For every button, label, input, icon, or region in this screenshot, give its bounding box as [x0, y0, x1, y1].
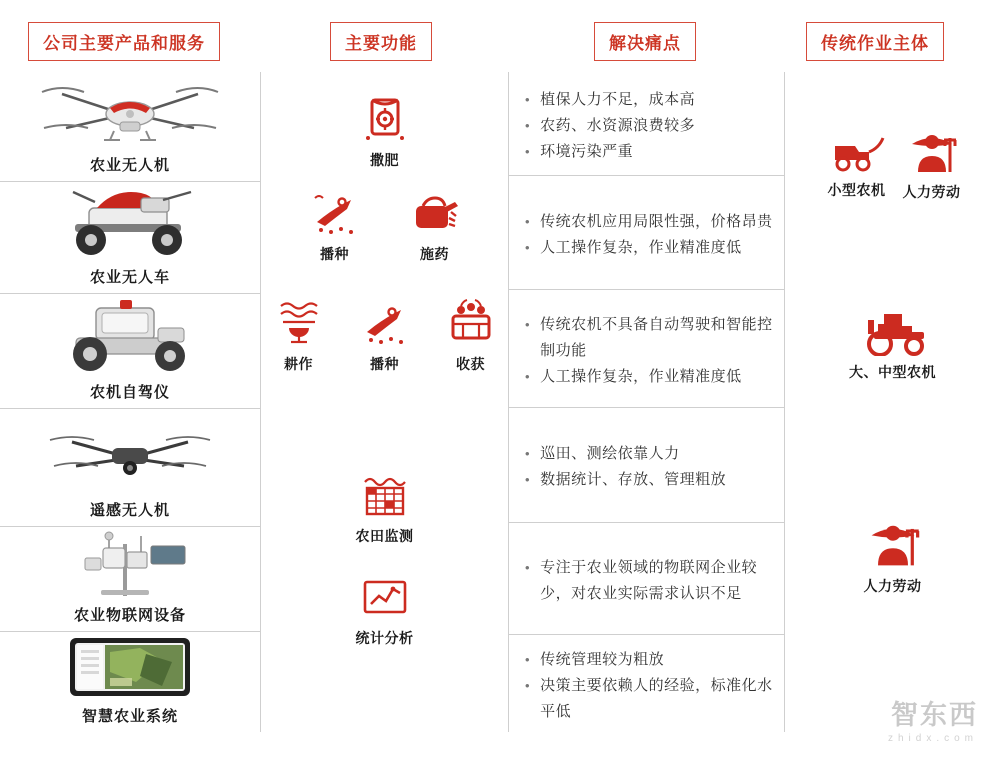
painpoint-cell: [509, 408, 784, 523]
bullet-icon: •: [525, 677, 531, 693]
painpoint-text: 环境污染严重: [540, 142, 634, 160]
painpoint-item: [525, 113, 774, 139]
product-row-iot: [0, 527, 260, 632]
painpoint-text: 植保人力不足，成本高: [540, 90, 696, 108]
spraying-can-icon: [409, 188, 461, 238]
bullet-icon: •: [525, 651, 531, 667]
function-item: [262, 298, 336, 374]
column-header-traditional: 传统作业主体: [806, 22, 944, 61]
statistics-chart-icon: [359, 572, 411, 622]
function-label: 播种: [320, 246, 349, 262]
iot-weather-station-photo: [0, 527, 260, 600]
column-header-functions: 主要功能: [330, 22, 432, 61]
seeding-icon: [309, 188, 361, 238]
bullet-icon: •: [525, 213, 531, 229]
bullet-icon: •: [525, 117, 531, 133]
bullet-icon: •: [525, 143, 531, 159]
traditional-item: [825, 130, 889, 202]
painpoint-text: 巡田、测绘依靠人力: [540, 445, 680, 462]
product-row-autopilot: [0, 294, 260, 409]
function-label: 农田监测: [355, 528, 414, 544]
traditional-item: [903, 130, 961, 202]
painpoint-cell: [509, 635, 784, 732]
function-item: [398, 188, 472, 264]
bullet-icon: •: [525, 559, 531, 575]
product-label: 农业物联网设备: [73, 607, 186, 624]
painpoint-cell: [509, 176, 784, 290]
painpoints-column: [509, 72, 784, 732]
agricultural-ugv-photo: [0, 182, 260, 262]
tractor-autopilot-photo: [0, 294, 260, 377]
product-row-system: [0, 632, 260, 732]
function-label: 播种: [370, 356, 399, 372]
traditional-item: [863, 520, 923, 596]
function-group-fertilize: [261, 94, 508, 170]
painpoint-text: 人工操作复杂，作业精准度低: [540, 367, 742, 385]
traditional-group-large: [785, 306, 1000, 382]
painpoint-item: [525, 139, 774, 165]
painpoint-text: 农药、水资源浪费较多: [540, 116, 696, 134]
bullet-icon: •: [525, 316, 531, 332]
manual-labor-icon: [904, 130, 960, 176]
painpoint-item: [525, 235, 774, 261]
large-tractor-icon: [854, 306, 932, 356]
function-group-seed-spray: [261, 188, 508, 264]
product-row-drone: [0, 72, 260, 182]
function-item: [348, 298, 422, 374]
painpoint-text: 专注于农业领域的物联网企业较少，对农业实际需求认识不足: [540, 558, 758, 602]
painpoint-item: [525, 647, 774, 673]
watermark-main: 智东西: [891, 700, 978, 730]
tillage-icon: [273, 298, 325, 348]
product-label: 农业无人车: [89, 269, 170, 286]
painpoint-item: [525, 467, 774, 493]
bullet-icon: •: [525, 368, 531, 384]
bullet-icon: •: [525, 472, 531, 487]
product-label: 农机自驾仪: [89, 384, 170, 401]
traditional-label: 大、中型农机: [849, 364, 936, 380]
function-item: [330, 572, 440, 648]
painpoint-text: 传统管理较为粗放: [540, 650, 665, 668]
agricultural-drone-photo: [0, 72, 260, 150]
products-column: [0, 72, 260, 732]
painpoint-text: 传统农机不具备自动驾驶和智能控制功能: [540, 315, 773, 359]
function-group-monitoring: [261, 470, 508, 546]
traditional-label: 人力劳动: [863, 578, 922, 594]
product-label: 智慧农业系统: [81, 708, 178, 725]
painpoint-text: 人工操作复杂，作业精准度低: [540, 238, 742, 256]
bullet-icon: •: [525, 446, 531, 461]
field-monitoring-icon: [359, 470, 411, 520]
column-header-products: 公司主要产品和服务: [28, 22, 220, 61]
painpoint-item: [525, 441, 774, 467]
product-label: 遥感无人机: [89, 502, 170, 519]
product-label: 农业无人机: [89, 157, 170, 174]
function-group-till-seed-harvest: [261, 298, 508, 374]
function-group-statistics: [261, 572, 508, 648]
function-item: [298, 188, 372, 264]
function-label: 撒肥: [370, 152, 399, 168]
bullet-icon: •: [525, 239, 531, 255]
header-row: [0, 18, 1000, 64]
product-row-rs-drone: [0, 409, 260, 527]
function-label: 耕作: [284, 356, 313, 372]
traditional-label: 小型农机: [827, 182, 886, 198]
function-item: [434, 298, 508, 374]
fertilizer-spread-icon: [359, 94, 411, 144]
painpoint-item: [525, 673, 774, 725]
function-label: 统计分析: [355, 630, 414, 646]
traditional-group-manual: [785, 520, 1000, 596]
painpoint-text: 传统农机应用局限性强，价格昂贵: [540, 212, 773, 230]
seeding-icon: [359, 298, 411, 348]
painpoint-cell: [509, 72, 784, 176]
function-label: 施药: [420, 246, 449, 262]
harvest-icon: [445, 298, 497, 348]
bullet-icon: •: [525, 91, 531, 107]
traditional-item: [849, 306, 936, 382]
painpoint-cell: [509, 290, 784, 408]
watermark-sub: zhidx.com: [887, 733, 978, 744]
painpoint-item: [525, 87, 774, 113]
painpoint-text: 数据统计、存放、管理粗放: [540, 471, 727, 488]
painpoint-text: 决策主要依赖人的经验，标准化水平低: [540, 676, 773, 720]
function-item: [330, 470, 440, 546]
painpoint-item: [525, 555, 774, 607]
function-item: [348, 94, 422, 170]
column-header-painpoints: 解决痛点: [594, 22, 696, 61]
function-label: 收获: [456, 356, 485, 372]
painpoint-item: [525, 364, 774, 390]
painpoint-item: [525, 312, 774, 364]
smart-agriculture-tablet-photo: [0, 632, 260, 701]
traditional-group-small: [785, 130, 1000, 202]
product-row-ugv: [0, 182, 260, 294]
traditional-label: 人力劳动: [902, 184, 961, 200]
remote-sensing-drone-photo: [0, 409, 260, 495]
small-farm-machine-icon: [825, 130, 889, 174]
manual-labor-icon: [863, 520, 923, 570]
painpoint-cell: [509, 523, 784, 635]
watermark: [888, 693, 978, 744]
painpoint-item: [525, 209, 774, 235]
